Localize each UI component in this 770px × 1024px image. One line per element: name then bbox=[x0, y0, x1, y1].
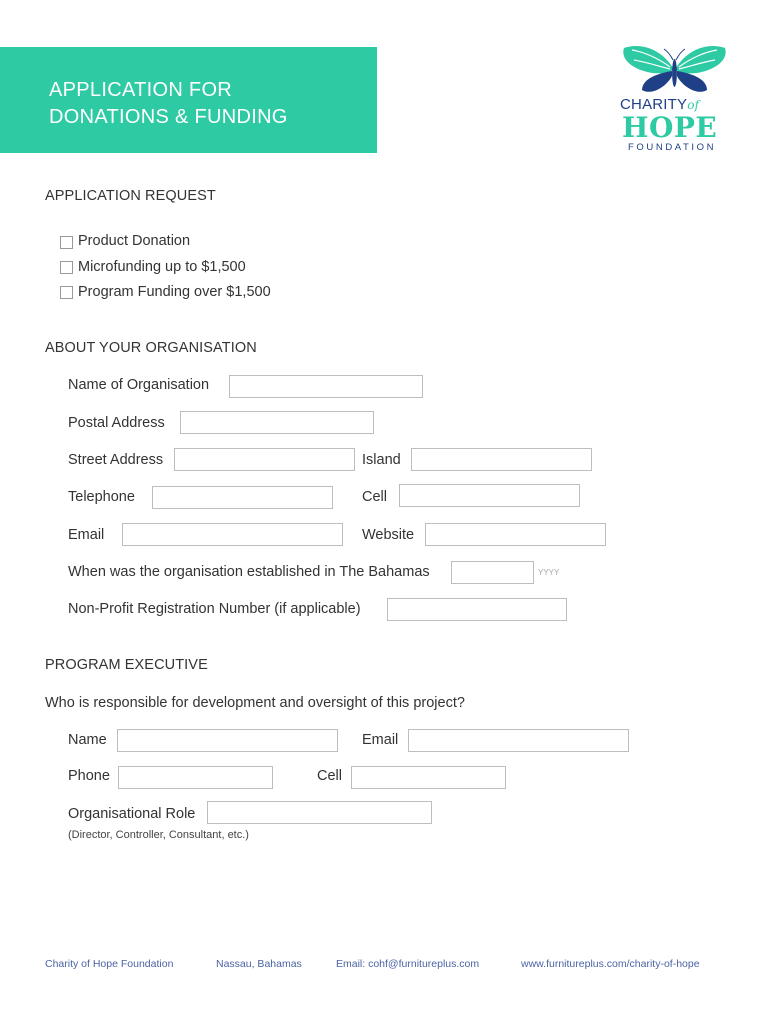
website-field[interactable] bbox=[425, 523, 606, 546]
island-label: Island bbox=[362, 452, 401, 468]
executive-cell-label: Cell bbox=[317, 768, 342, 784]
executive-phone-label: Phone bbox=[68, 768, 110, 784]
product-donation-label: Product Donation bbox=[78, 233, 191, 249]
established-year-field[interactable] bbox=[451, 561, 534, 584]
title-line-1: APPLICATION FOR bbox=[49, 79, 233, 101]
postal-address-label: Postal Address bbox=[68, 415, 165, 431]
established-label: When was the organisation established in The Bahamas bbox=[68, 564, 430, 580]
executive-phone-field[interactable] bbox=[118, 766, 273, 789]
organisation-name-label: Name of Organisation bbox=[68, 377, 210, 393]
program-funding-label: Program Funding over $1,500 bbox=[78, 284, 271, 300]
organisation-name-field[interactable] bbox=[229, 375, 423, 398]
telephone-field[interactable] bbox=[152, 486, 333, 509]
responsibility-question: Who is responsible for development and oversight of this project? bbox=[45, 695, 465, 711]
executive-email-field[interactable] bbox=[408, 729, 629, 752]
year-format-hint: YYYY bbox=[538, 568, 560, 577]
executive-email-label: Email bbox=[362, 732, 399, 748]
registration-number-label: Non-Profit Registration Number (if applicable) bbox=[68, 601, 361, 617]
registration-number-field[interactable] bbox=[387, 598, 567, 621]
microfunding-label: Microfunding up to $1,500 bbox=[78, 259, 246, 275]
telephone-label: Telephone bbox=[68, 489, 135, 505]
org-cell-field[interactable] bbox=[399, 484, 580, 507]
charity-of-hope-logo bbox=[612, 40, 737, 160]
org-email-label: Email bbox=[68, 527, 105, 543]
organisational-role-field[interactable] bbox=[207, 801, 432, 824]
logo-hope-text: HOPE bbox=[622, 111, 718, 144]
footer-location: Nassau, Bahamas bbox=[216, 958, 302, 970]
logo-charity-text: CHARITYof bbox=[620, 96, 700, 113]
executive-name-field[interactable] bbox=[117, 729, 338, 752]
postal-address-field[interactable] bbox=[180, 411, 374, 434]
about-organisation-heading: ABOUT YOUR ORGANISATION bbox=[45, 340, 257, 356]
org-email-field[interactable] bbox=[122, 523, 343, 546]
program-executive-heading: PROGRAM EXECUTIVE bbox=[45, 657, 208, 673]
street-address-label: Street Address bbox=[68, 452, 164, 468]
executive-name-label: Name bbox=[68, 732, 107, 748]
footer-organisation: Charity of Hope Foundation bbox=[45, 958, 174, 970]
island-field[interactable] bbox=[411, 448, 592, 471]
microfunding-checkbox[interactable] bbox=[60, 261, 73, 274]
organisational-role-label: Organisational Role bbox=[68, 806, 196, 822]
application-request-heading: APPLICATION REQUEST bbox=[45, 188, 216, 204]
website-label: Website bbox=[362, 527, 415, 543]
program-funding-checkbox[interactable] bbox=[60, 286, 73, 299]
title-banner bbox=[0, 47, 377, 153]
logo-foundation-text: FOUNDATION bbox=[628, 142, 717, 153]
footer-website-link[interactable]: www.furnitureplus.com/charity-of-hope bbox=[521, 958, 700, 970]
title-line-2: DONATIONS & FUNDING bbox=[49, 106, 288, 128]
product-donation-checkbox[interactable] bbox=[60, 236, 73, 249]
executive-cell-field[interactable] bbox=[351, 766, 506, 789]
street-address-field[interactable] bbox=[174, 448, 355, 471]
butterfly-icon bbox=[612, 40, 737, 98]
org-cell-label: Cell bbox=[362, 489, 387, 505]
role-examples-hint: (Director, Controller, Consultant, etc.) bbox=[68, 829, 249, 841]
footer-email[interactable]: Email: cohf@furnitureplus.com bbox=[336, 958, 480, 970]
